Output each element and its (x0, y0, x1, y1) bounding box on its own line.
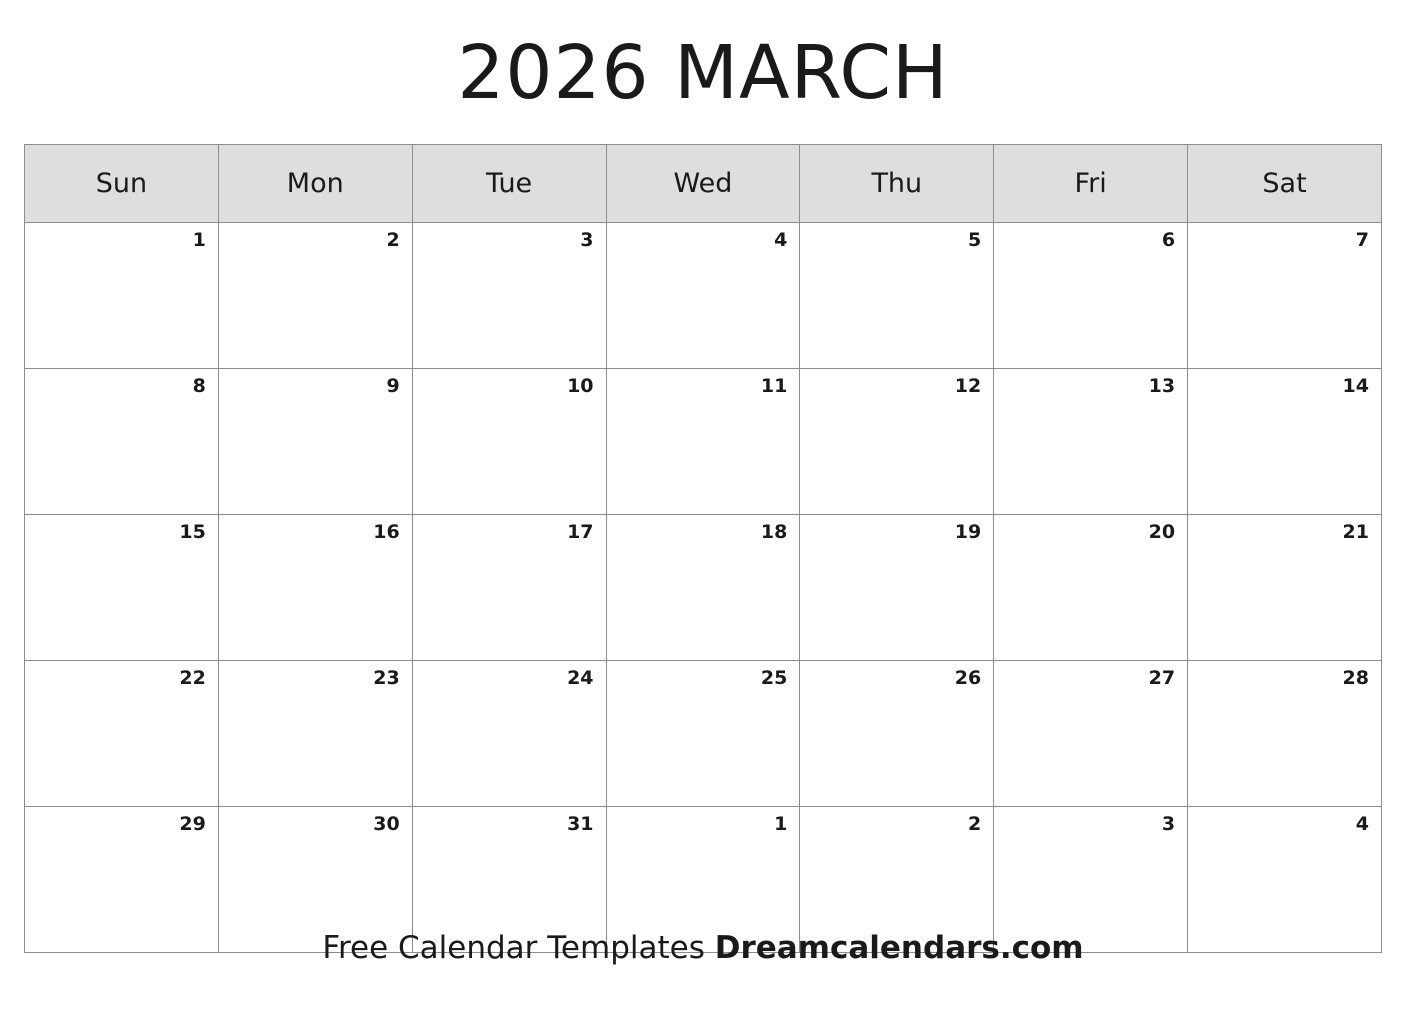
day-number: 27 (1148, 667, 1176, 689)
day-number: 21 (1342, 521, 1369, 543)
day-number: 14 (1342, 375, 1369, 397)
day-cell[interactable] (994, 223, 1188, 369)
day-number: 24 (567, 667, 594, 689)
day-number: 30 (373, 813, 400, 835)
day-cell[interactable] (25, 661, 219, 807)
day-cell[interactable] (994, 515, 1188, 661)
day-cell[interactable] (1188, 661, 1382, 807)
day-number: 6 (1161, 229, 1176, 251)
day-number: 15 (179, 521, 206, 543)
day-cell[interactable] (606, 661, 800, 807)
day-number: 12 (954, 375, 982, 397)
day-number: 22 (179, 667, 206, 689)
day-cell[interactable] (218, 515, 412, 661)
calendar-week-row (25, 223, 1382, 369)
day-number: 3 (580, 229, 594, 251)
day-number: 10 (567, 375, 594, 397)
calendar-body (25, 223, 1382, 953)
day-number: 29 (179, 813, 206, 835)
weekday-header-mon: Mon (218, 145, 412, 223)
weekday-header-thu: Thu (800, 145, 994, 223)
day-number: 23 (373, 667, 400, 689)
day-cell[interactable] (1188, 223, 1382, 369)
day-number: 1 (192, 229, 206, 251)
day-number: 9 (386, 375, 400, 397)
day-cell[interactable] (25, 223, 219, 369)
footer-brand: Dreamcalendars.com (714, 930, 1084, 966)
day-number: 31 (567, 813, 594, 835)
day-number: 19 (954, 521, 982, 543)
day-number: 11 (760, 375, 788, 397)
day-cell[interactable] (800, 223, 994, 369)
day-number: 1 (774, 813, 788, 835)
calendar-grid (24, 144, 1382, 953)
day-cell[interactable] (1188, 369, 1382, 515)
day-number: 7 (1355, 229, 1369, 251)
day-cell[interactable] (606, 515, 800, 661)
page-title: 2026 MARCH (457, 30, 949, 116)
day-cell[interactable] (1188, 515, 1382, 661)
day-number: 20 (1148, 521, 1176, 543)
day-cell[interactable] (218, 661, 412, 807)
calendar-week-row (25, 515, 1382, 661)
day-cell[interactable] (25, 515, 219, 661)
weekday-header-fri: Fri (994, 145, 1188, 223)
day-cell[interactable] (218, 223, 412, 369)
day-number: 2 (967, 813, 982, 835)
weekday-header-wed: Wed (606, 145, 800, 223)
day-cell[interactable] (606, 223, 800, 369)
day-cell[interactable] (800, 661, 994, 807)
day-cell[interactable] (25, 369, 219, 515)
day-cell[interactable] (412, 369, 606, 515)
calendar-week-row (25, 369, 1382, 515)
weekday-header-tue: Tue (412, 145, 606, 223)
day-cell[interactable] (800, 515, 994, 661)
day-number: 8 (192, 375, 206, 397)
day-number: 17 (567, 521, 594, 543)
day-number: 25 (760, 667, 788, 689)
day-cell[interactable] (412, 515, 606, 661)
day-cell[interactable] (606, 369, 800, 515)
day-number: 4 (1355, 813, 1369, 835)
day-cell[interactable] (412, 223, 606, 369)
day-number: 2 (386, 229, 400, 251)
day-number: 4 (774, 229, 788, 251)
calendar-header-row (25, 145, 1382, 223)
day-number: 18 (760, 521, 788, 543)
day-cell[interactable] (218, 369, 412, 515)
day-number: 28 (1342, 667, 1369, 689)
day-cell[interactable] (800, 369, 994, 515)
footer (0, 930, 1406, 966)
day-number: 26 (954, 667, 982, 689)
day-cell[interactable] (412, 661, 606, 807)
day-number: 5 (967, 229, 982, 251)
day-cell[interactable] (994, 369, 1188, 515)
weekday-header-sun: Sun (25, 145, 219, 223)
footer-tagline: Free Calendar Templates (322, 930, 715, 966)
weekday-header-sat: Sat (1188, 145, 1382, 223)
calendar-week-row (25, 661, 1382, 807)
day-number: 3 (1161, 813, 1176, 835)
day-number: 13 (1148, 375, 1176, 397)
day-cell[interactable] (994, 661, 1188, 807)
day-number: 16 (373, 521, 400, 543)
